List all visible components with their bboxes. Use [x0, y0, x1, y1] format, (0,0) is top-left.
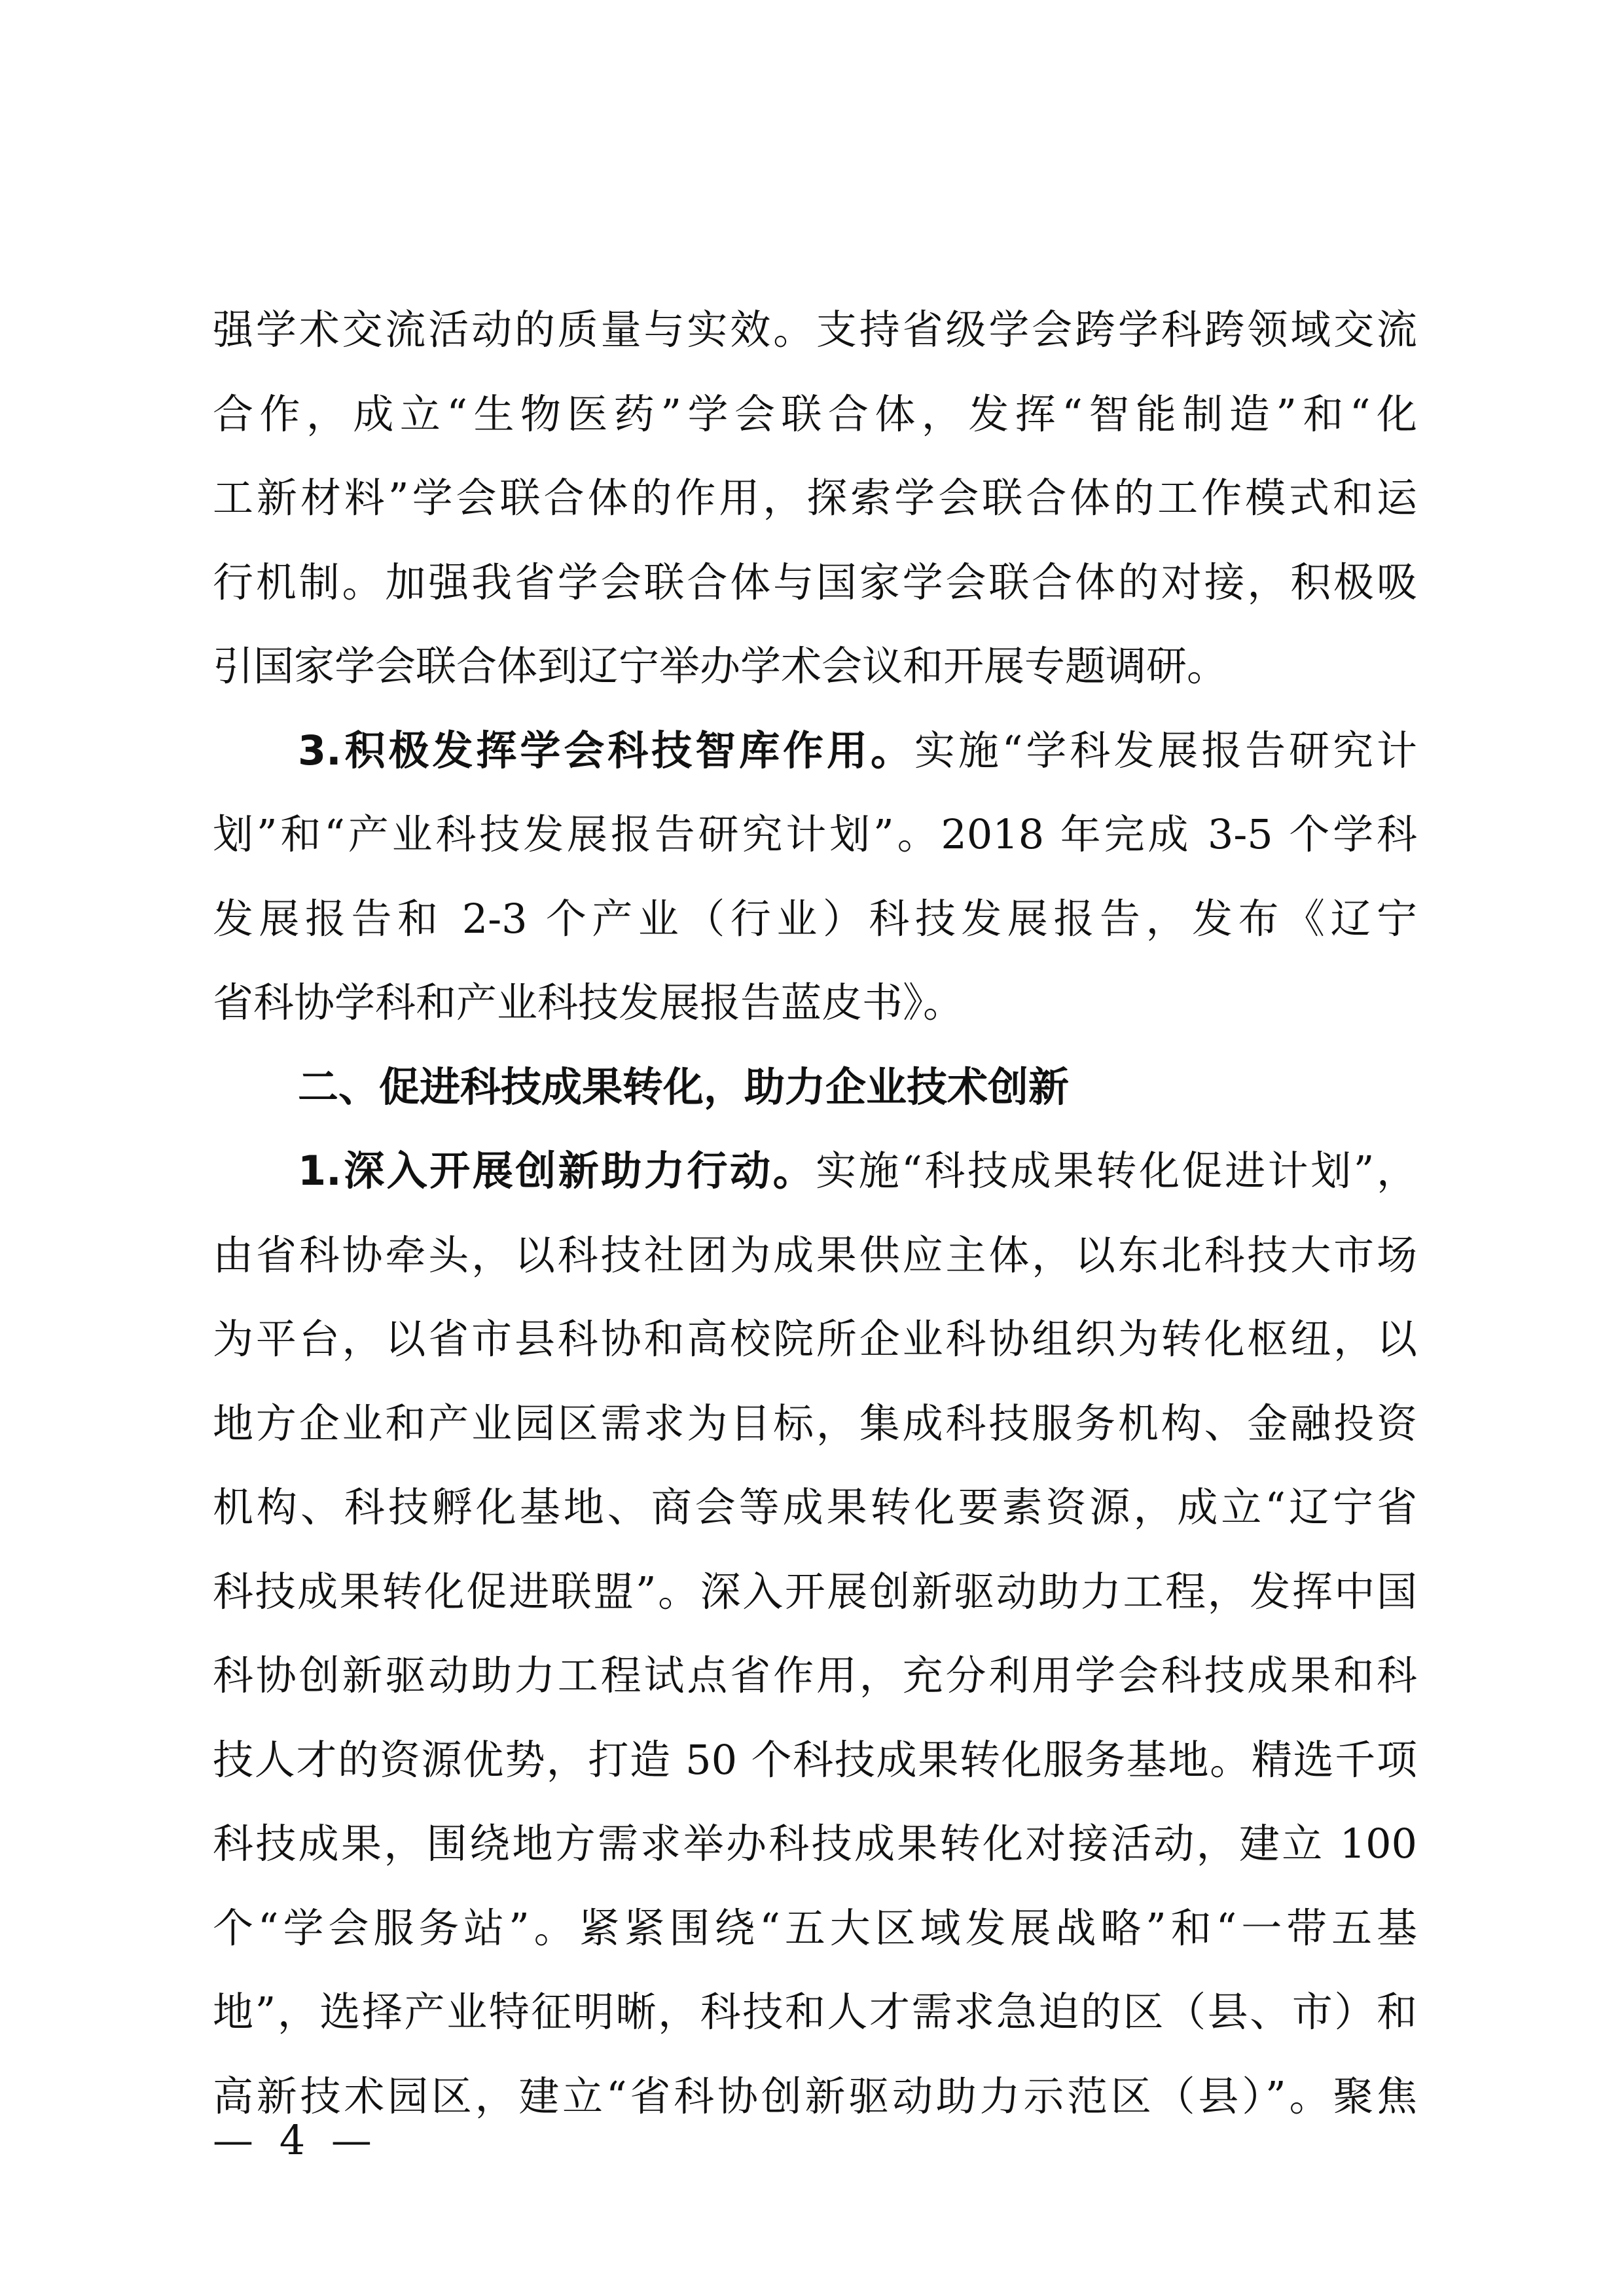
paragraph-3-lead: 1.深入开展创新助力行动。	[298, 1147, 816, 1195]
paragraph-3-line-8: 技人才的资源优势，打造 50 个科技成果转化服务基地。精选千项	[213, 1736, 1417, 1784]
paragraph-3-first-line-rest: 实施“科技成果转化促进计划”，	[816, 1147, 1417, 1195]
paragraph-2-lead: 3.积极发挥学会科技智库作用。	[298, 727, 914, 774]
paragraph-3-line-1	[298, 1129, 1417, 1213]
paragraph-1-line-1: 强学术交流活动的质量与实效。支持省级学会跨学科跨领域交流	[213, 306, 1417, 353]
paragraph-3-line-3: 为平台，以省市县科协和高校院所企业科协组织为转化枢纽，以	[213, 1315, 1417, 1363]
page-number: — 4 —	[213, 2116, 378, 2164]
paragraph-1-line-5: 引国家学会联合体到辽宁举办学术会议和开展专题调研。	[213, 642, 1228, 690]
section-heading: 二、促进科技成果转化，助力企业技术创新	[298, 1063, 1070, 1111]
paragraph-3-line-12: 高新技术园区，建立“省科协创新驱动助力示范区（县）”。聚焦	[213, 2072, 1417, 2120]
paragraph-3-line-10: 个“学会服务站”。紧紧围绕“五大区域发展战略”和“一带五基	[213, 1904, 1417, 1952]
paragraph-2-line-4: 省科协学科和产业科技发展报告蓝皮书》。	[213, 979, 964, 1026]
paragraph-3-line-11: 地”，选择产业特征明晰，科技和人才需求急迫的区（县、市）和	[213, 1988, 1417, 2036]
paragraph-2-line-1	[298, 709, 1417, 793]
paragraph-1-line-4: 行机制。加强我省学会联合体与国家学会联合体的对接，积极吸	[213, 558, 1417, 606]
paragraph-3-line-5: 机构、科技孵化基地、商会等成果转化要素资源，成立“辽宁省	[213, 1483, 1417, 1531]
paragraph-1-line-2: 合作，成立“生物医药”学会联合体，发挥“智能制造”和“化	[213, 390, 1417, 438]
paragraph-1-line-3: 工新材料”学会联合体的作用，探索学会联合体的工作模式和运	[213, 474, 1417, 522]
paragraph-3-line-4: 地方企业和产业园区需求为目标，集成科技服务机构、金融投资	[213, 1399, 1417, 1447]
paragraph-3-line-7: 科协创新驱动助力工程试点省作用，充分利用学会科技成果和科	[213, 1651, 1417, 1699]
paragraph-3-line-9: 科技成果，围绕地方需求举办科技成果转化对接活动，建立 100	[213, 1820, 1417, 1867]
paragraph-2-line-2: 划”和“产业科技发展报告研究计划”。2018 年完成 3-5 个学科	[213, 810, 1417, 858]
paragraph-3-line-6: 科技成果转化促进联盟”。深入开展创新驱动助力工程，发挥中国	[213, 1568, 1417, 1615]
paragraph-2-first-line-rest: 实施“学科发展报告研究计	[914, 727, 1417, 774]
paragraph-3-line-2: 由省科协牵头，以科技社团为成果供应主体，以东北科技大市场	[213, 1231, 1417, 1279]
paragraph-2-line-3: 发展报告和 2-3 个产业（行业）科技发展报告，发布《辽宁	[213, 895, 1417, 943]
